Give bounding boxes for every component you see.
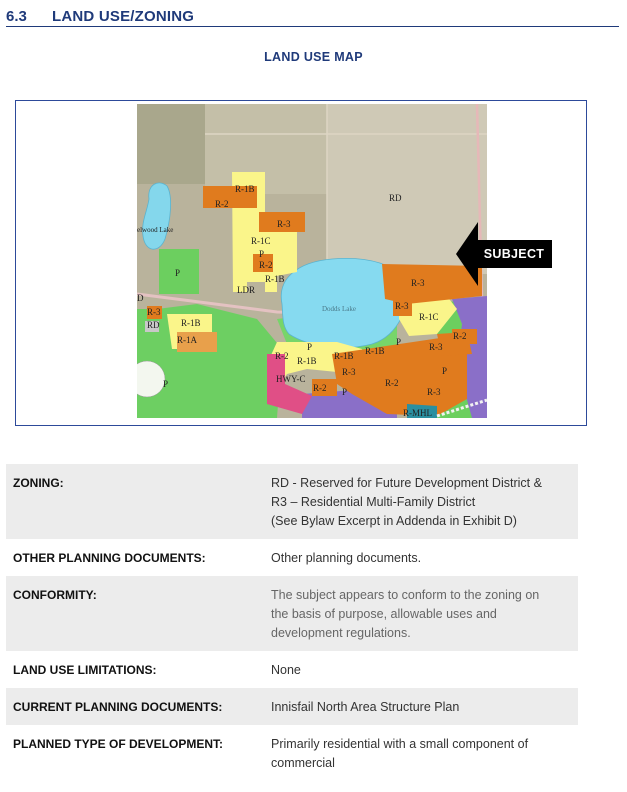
map-label-r1b-left: R-1B [181, 318, 201, 328]
map-caption: LAND USE MAP [264, 50, 363, 64]
map-label-r1c-right: R-1C [419, 312, 439, 322]
current-planning-label: CURRENT PLANNING DOCUMENTS: [6, 688, 264, 725]
map-label-r2-mid: R-2 [259, 260, 273, 270]
field-top-mid [205, 104, 327, 194]
zoning-line-3: (See Bylaw Excerpt in Addenda in Exhibit D) [271, 514, 517, 528]
map-label-p-lower: P [307, 342, 313, 352]
other-planning-value [264, 539, 578, 576]
map-label-r2-bottom: R-2 [313, 383, 327, 393]
map-label-p-right: P [442, 366, 448, 376]
other-planning-label: OTHER PLANNING DOCUMENTS: [13, 551, 206, 565]
planned-development-line-1: Primarily residential with a small component of [271, 737, 529, 751]
map-label-r1b-top: R-1B [235, 184, 255, 194]
subject-label: SUBJECT [476, 240, 552, 268]
map-label-p-left: P [175, 268, 181, 278]
planned-development-label: PLANNED TYPE OF DEVELOPMENT: [13, 737, 224, 751]
zoning-line-1: RD - Reserved for Future Development District & [271, 476, 542, 490]
conformity-line-2: the basis of purpose, allowable uses and [271, 607, 497, 621]
map-label-r3-lower: R-3 [342, 367, 356, 377]
map-label-r3-right2: R-3 [429, 342, 443, 352]
conformity-value [264, 576, 578, 651]
map-label-p-small: P [259, 249, 265, 259]
map-label-r2-lower-right: R-2 [385, 378, 399, 388]
map-label-r2-top: R-2 [215, 199, 229, 209]
map-label-rd-top: RD [389, 193, 402, 203]
table-row-zoning [6, 464, 578, 539]
current-planning-line-1: Innisfail North Area Structure Plan [271, 700, 460, 714]
map-label-r1b-lower: R-1B [297, 356, 317, 366]
land-use-limitations-label: LAND USE LIMITATIONS: [13, 663, 157, 677]
map-label-lake-left: elwood Lake [137, 226, 174, 234]
map-label-p-lower2: P [396, 337, 402, 347]
conformity-line-3: development regulations. [271, 626, 411, 640]
zoning-info-table [6, 464, 578, 781]
section-number: 6.3 [6, 8, 27, 25]
map-label-d-left: D [137, 293, 144, 303]
map-label-r1b-mid: R-1B [265, 274, 285, 284]
map-label-r1a-left: R-1A [177, 335, 197, 345]
zoning-value [264, 464, 578, 539]
map-label-ldr: LDR [237, 285, 255, 295]
map-label-r3-right: R-3 [395, 301, 409, 311]
map-label-r3-top: R-3 [277, 219, 291, 229]
section-heading [6, 6, 619, 27]
table-row-other-planning [6, 539, 578, 576]
table-row-land-use-limitations [6, 651, 578, 688]
map-label-r1c-top: R-1C [251, 236, 271, 246]
land-use-map [137, 104, 487, 418]
map-label-hwyc: HWY-C [276, 374, 306, 384]
map-label-p-bottom-left: P [163, 379, 169, 389]
table-row-conformity [6, 576, 578, 651]
other-planning-line-1: Other planning documents. [271, 551, 422, 565]
map-label-r1b-lower2: R-1B [334, 351, 354, 361]
map-label-p-bottom: P [342, 387, 348, 397]
conformity-label: CONFORMITY: [6, 576, 264, 651]
table-row-current-planning [6, 688, 578, 725]
current-planning-value [264, 688, 578, 725]
field-top-left [137, 104, 205, 184]
section-title: LAND USE/ZONING [52, 8, 195, 25]
table-row-planned-development [6, 725, 578, 781]
map-label-r1b-lower3: R-1B [365, 346, 385, 356]
planned-development-line-2: commercial [271, 756, 335, 770]
map-label-r3-left: R-3 [147, 307, 161, 317]
map-label-r3-subject: R-3 [411, 278, 425, 288]
conformity-line-1: The subject appears to conform to the zoning on [271, 588, 540, 602]
planned-development-value [264, 725, 578, 781]
subject-arrow-icon [456, 222, 478, 286]
map-label-r2-lower: R-2 [275, 351, 289, 361]
land-use-limitations-line-1: None [271, 663, 301, 677]
map-label-r3-bottom-right: R-3 [427, 387, 441, 397]
map-label-r2-right: R-2 [453, 331, 467, 341]
land-use-limitations-value [264, 651, 578, 688]
map-label-rmhl: R-MHL [403, 408, 432, 418]
zoning-label: ZONING: [6, 464, 264, 539]
map-label-rd-left: RD [147, 320, 160, 330]
zoning-line-2: R3 – Residential Multi-Family District [271, 495, 476, 509]
map-label-dodds-lake: Dodds Lake [322, 305, 357, 313]
